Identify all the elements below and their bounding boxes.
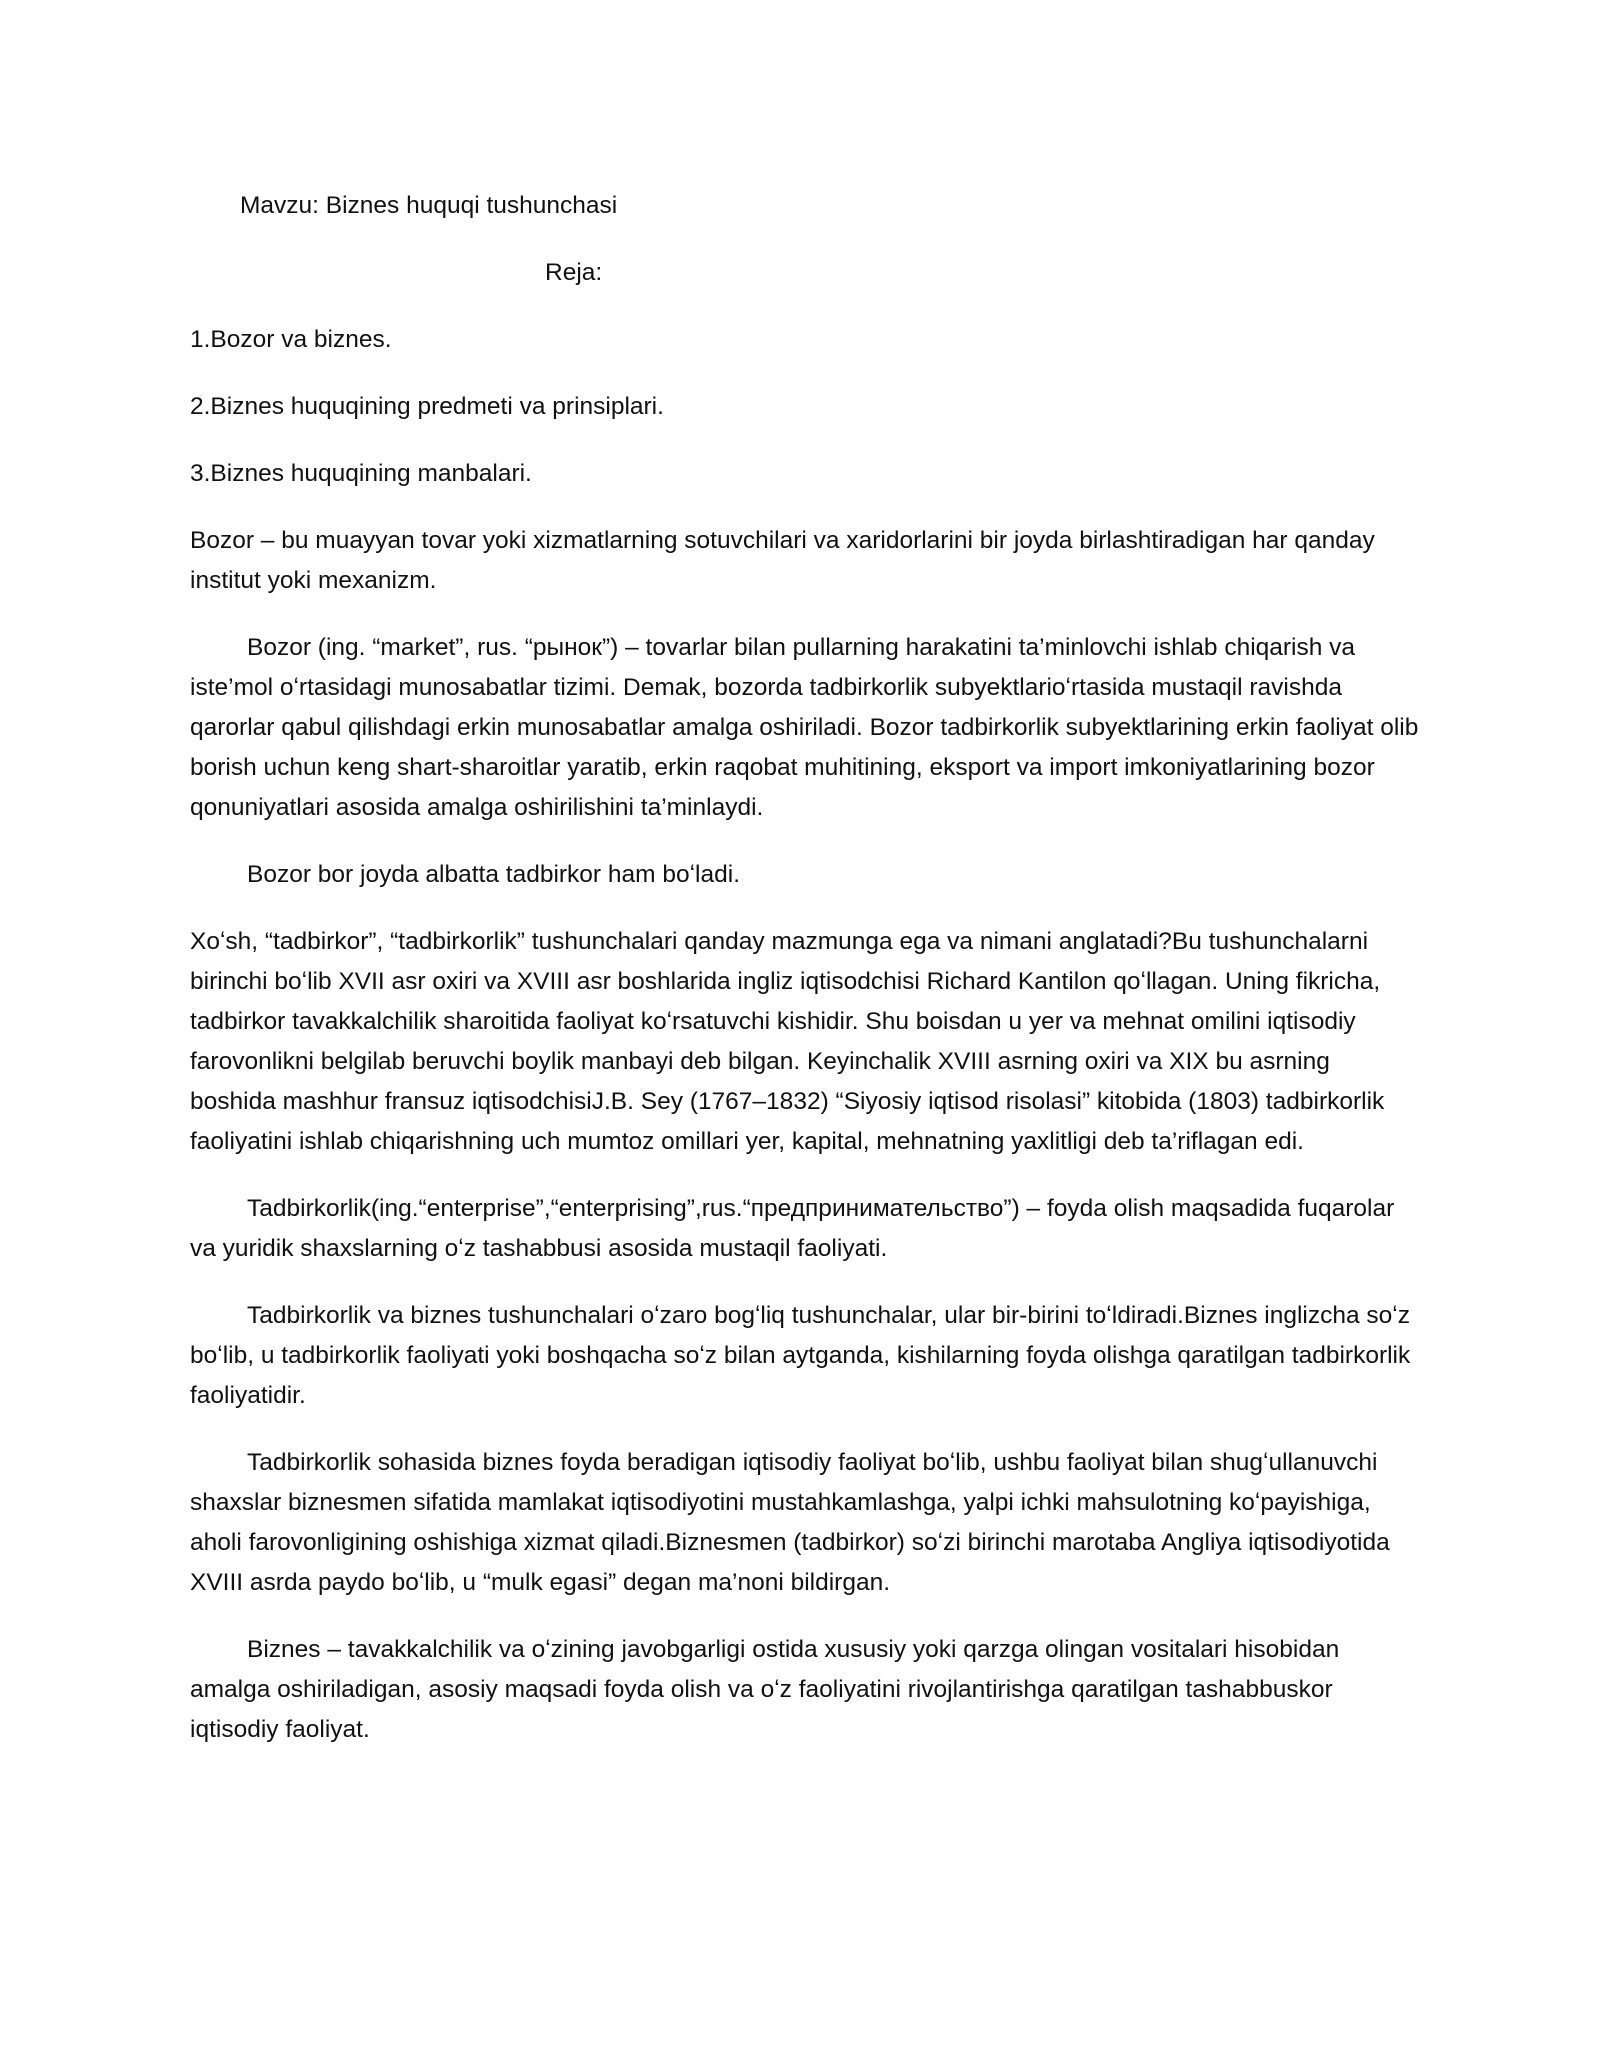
paragraph-tadbirkorlik-definition: Tadbirkorlik(ing.“enterprise”,“enterprising”,rus.“предпринимательство”) – foyda olish maqsadida fuqarolar va yuridik shaxslarning oʻz tashabbusi asosida mustaqil faoliyati.: [190, 1195, 1395, 1262]
paragraph-biznes-definition: Biznes – tavakkalchilik va oʻzining javobgarligi ostida xususiy yoki qarzga olingan vositalari hisobidan amalga oshiriladigan, asosiy maqsadi foyda olish va oʻz faoliyatini rivojlantirishga qaratilgan tashabbuskor iqtisodiy faoliyat.: [190, 1636, 1340, 1743]
paragraph-tadbirkorlik-biznes: Tadbirkorlik va biznes tushunchalari oʻzaro bogʻliq tushunchalar, ular bir-birini toʻldiradi.Biznes inglizcha soʻz boʻlib, u tadbirkorlik faoliyati yoki boshqacha soʻz bilan aytganda, kishilarning foyda olishga qaratilgan tadbirkorlik faoliyatidir.: [190, 1302, 1411, 1409]
paragraph-tadbirkor-history: Xoʻsh, “tadbirkor”, “tadbirkorlik” tushunchalari qanday mazmunga ega va nimani anglatadi?Bu tushunchalarni birinchi boʻlib XVII asr oxiri va XVIII asr boshlarida ingliz iqtisodchisi Richard Kantilon qoʻllagan. Uning fikricha, tadbirkor tavakkalchilik sharoitida faoliyat koʻrsatuvchi kishidir. Shu boisdan u yer va mehnat omilini iqtisodiy farovonlikni belgilab beruvchi boylik manbayi deb bilgan. Keyinchalik XVIII asrning oxiri va XIX bu asrning boshida mashhur fransuz iqtisodchisiJ.B. Sey (1767–1832) “Siyosiy iqtisod risolasi” kitobida (1803) tadbirkorlik faoliyatini ishlab chiqarishning uch mumtoz omillari yer, kapital, mehnatning yaxlitligi deb ta’riflagan edi.: [190, 928, 1385, 1155]
paragraph-bozor-tadbirkor: Bozor bor joyda albatta tadbirkor ham boʻladi.: [247, 861, 741, 888]
plan-item-1: 1.Bozor va biznes.: [190, 326, 392, 353]
plan-item-2: 2.Biznes huquqining predmeti va prinsiplari.: [190, 393, 664, 420]
plan-item-3: 3.Biznes huquqining manbalari.: [190, 460, 532, 487]
paragraph-biznesmen: Tadbirkorlik sohasida biznes foyda beradigan iqtisodiy faoliyat boʻlib, ushbu faoliyat bilan shugʻullanuvchi shaxslar biznesmen sifatida mamlakat iqtisodiyotini mustahkamlashga, yalpi ichki mahsulotning koʻpayishiga, aholi farovonligining oshishiga xizmat qiladi.Biznesmen (tadbirkor) soʻzi birinchi marotaba Angliya iqtisodiyotida XVIII asrda paydo boʻlib, u “mulk egasi” degan ma’noni bildirgan.: [190, 1449, 1390, 1596]
document-body: [190, 186, 1422, 1777]
paragraph-bozor-market: Bozor (ing. “market”, rus. “рынок”) – tovarlar bilan pullarning harakatini ta’minlovchi ishlab chiqarish va iste’mol oʻrtasidagi munosabatlar tizimi. Demak, bozorda tadbirkorlik subyektlarioʻrtasida mustaqil ravishda qarorlar qabul qilishdagi erkin munosabatlar amalga oshiriladi. Bozor tadbirkorlik subyektlarining erkin faoliyat olib borish uchun keng shart-sharoitlar yaratib, erkin raqobat muhitining, eksport va import imkoniyatlarining bozor qonuniyatlari asosida amalga oshirilishini ta’minlaydi.: [190, 634, 1419, 821]
plan-title: Reja:: [545, 259, 603, 286]
topic-heading: Mavzu: Biznes huquqi tushunchasi: [240, 192, 618, 219]
paragraph-bozor-definition: Bozor – bu muayyan tovar yoki xizmatlarning sotuvchilari va xaridorlarini bir joyda birlashtiradigan har qanday institut yoki mexanizm.: [190, 527, 1375, 594]
